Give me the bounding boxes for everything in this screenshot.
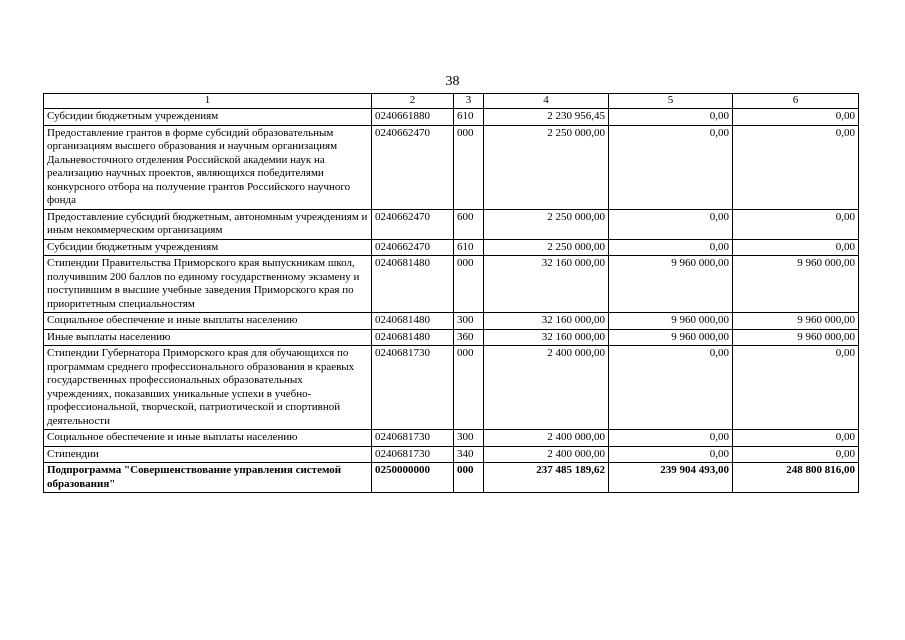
- row-kvr-cell: 000: [454, 256, 484, 313]
- row-code-cell: 0240681730: [372, 446, 454, 463]
- row-name-cell: Стипендии Правительства Приморского края выпускникам школ, получившим 200 баллов по единому государственному экзамену и поступившим в высшие учебные заведения Приморского края по приоритетным специальностям: [44, 256, 372, 313]
- row-kvr-cell: 300: [454, 313, 484, 330]
- row-code-cell: 0250000000: [372, 463, 454, 493]
- table-row: [44, 209, 859, 239]
- row-code-cell: 0240662470: [372, 125, 454, 209]
- row-name-cell: Стипендии Губернатора Приморского края для обучающихся по программам среднего профессионального образования в краевых государственных профессиональных образовательных учреждениях, показавших уникальные успехи в учебно-профессиональной, творческой, патриотической и спортивной деятельности: [44, 346, 372, 430]
- row-value-col4: 2 250 000,00: [484, 239, 609, 256]
- row-name-cell: Социальное обеспечение и иные выплаты населению: [44, 313, 372, 330]
- row-value-col4: 32 160 000,00: [484, 256, 609, 313]
- row-value-col6: 248 800 816,00: [733, 463, 859, 493]
- row-kvr-cell: 000: [454, 125, 484, 209]
- row-value-col6: 9 960 000,00: [733, 313, 859, 330]
- row-value-col4: 237 485 189,62: [484, 463, 609, 493]
- header-row: [44, 94, 859, 109]
- row-code-cell: 0240661880: [372, 109, 454, 126]
- table-row: [44, 125, 859, 209]
- row-kvr-cell: 610: [454, 239, 484, 256]
- table-row: [44, 109, 859, 126]
- row-code-cell: 0240662470: [372, 239, 454, 256]
- row-value-col4: 2 250 000,00: [484, 125, 609, 209]
- row-kvr-cell: 360: [454, 329, 484, 346]
- subprogram-total-row: [44, 463, 859, 493]
- row-code-cell: 0240681480: [372, 256, 454, 313]
- row-value-col6: 0,00: [733, 239, 859, 256]
- row-value-col6: 0,00: [733, 446, 859, 463]
- row-value-col6: 0,00: [733, 346, 859, 430]
- row-value-col6: 0,00: [733, 430, 859, 447]
- row-value-col4: 2 250 000,00: [484, 209, 609, 239]
- row-name-cell: Предоставление субсидий бюджетным, автономным учреждениям и иным некоммерческим организациям: [44, 209, 372, 239]
- row-name-cell: Субсидии бюджетным учреждениям: [44, 109, 372, 126]
- table-row: [44, 256, 859, 313]
- row-kvr-cell: 300: [454, 430, 484, 447]
- row-name-cell: Стипендии: [44, 446, 372, 463]
- table-row: [44, 239, 859, 256]
- row-value-col4: 2 230 956,45: [484, 109, 609, 126]
- row-value-col6: 0,00: [733, 109, 859, 126]
- column-header: 5: [609, 94, 733, 109]
- row-kvr-cell: 000: [454, 346, 484, 430]
- column-header: 2: [372, 94, 454, 109]
- row-value-col5: 9 960 000,00: [609, 313, 733, 330]
- row-code-cell: 0240681730: [372, 346, 454, 430]
- row-value-col5: 0,00: [609, 239, 733, 256]
- row-kvr-cell: 000: [454, 463, 484, 493]
- row-value-col4: 2 400 000,00: [484, 346, 609, 430]
- row-value-col6: 9 960 000,00: [733, 329, 859, 346]
- row-value-col5: 0,00: [609, 446, 733, 463]
- row-value-col6: 0,00: [733, 125, 859, 209]
- row-value-col4: 32 160 000,00: [484, 329, 609, 346]
- row-name-cell: Субсидии бюджетным учреждениям: [44, 239, 372, 256]
- row-name-cell: Предоставление грантов в форме субсидий образовательным организациям высшего образования и научным организациям Дальневосточного отделения Российской академии наук на реализацию научных проектов, являющихся победителями конкурсного отбора на получение грантов Российского научного фонда: [44, 125, 372, 209]
- row-value-col5: 239 904 493,00: [609, 463, 733, 493]
- column-header: 4: [484, 94, 609, 109]
- row-value-col4: 32 160 000,00: [484, 313, 609, 330]
- row-code-cell: 0240681480: [372, 329, 454, 346]
- column-header: 1: [44, 94, 372, 109]
- row-name-cell: Социальное обеспечение и иные выплаты населению: [44, 430, 372, 447]
- row-value-col6: 9 960 000,00: [733, 256, 859, 313]
- table-row: [44, 329, 859, 346]
- row-name-cell: Иные выплаты населению: [44, 329, 372, 346]
- column-header: 3: [454, 94, 484, 109]
- row-value-col4: 2 400 000,00: [484, 446, 609, 463]
- column-header: 6: [733, 94, 859, 109]
- row-value-col4: 2 400 000,00: [484, 430, 609, 447]
- row-kvr-cell: 600: [454, 209, 484, 239]
- row-value-col6: 0,00: [733, 209, 859, 239]
- table-row: [44, 446, 859, 463]
- row-value-col5: 0,00: [609, 346, 733, 430]
- row-code-cell: 0240681730: [372, 430, 454, 447]
- row-code-cell: 0240681480: [372, 313, 454, 330]
- row-value-col5: 0,00: [609, 209, 733, 239]
- row-value-col5: 0,00: [609, 430, 733, 447]
- row-code-cell: 0240662470: [372, 209, 454, 239]
- table-row: [44, 313, 859, 330]
- row-value-col5: 0,00: [609, 109, 733, 126]
- row-value-col5: 0,00: [609, 125, 733, 209]
- row-name-cell: Подпрограмма "Совершенствование управления системой образования": [44, 463, 372, 493]
- table-row: [44, 430, 859, 447]
- row-value-col5: 9 960 000,00: [609, 329, 733, 346]
- row-value-col5: 9 960 000,00: [609, 256, 733, 313]
- row-kvr-cell: 340: [454, 446, 484, 463]
- budget-table: [43, 93, 859, 493]
- page-number: 38: [445, 74, 460, 89]
- table-row: [44, 346, 859, 430]
- row-kvr-cell: 610: [454, 109, 484, 126]
